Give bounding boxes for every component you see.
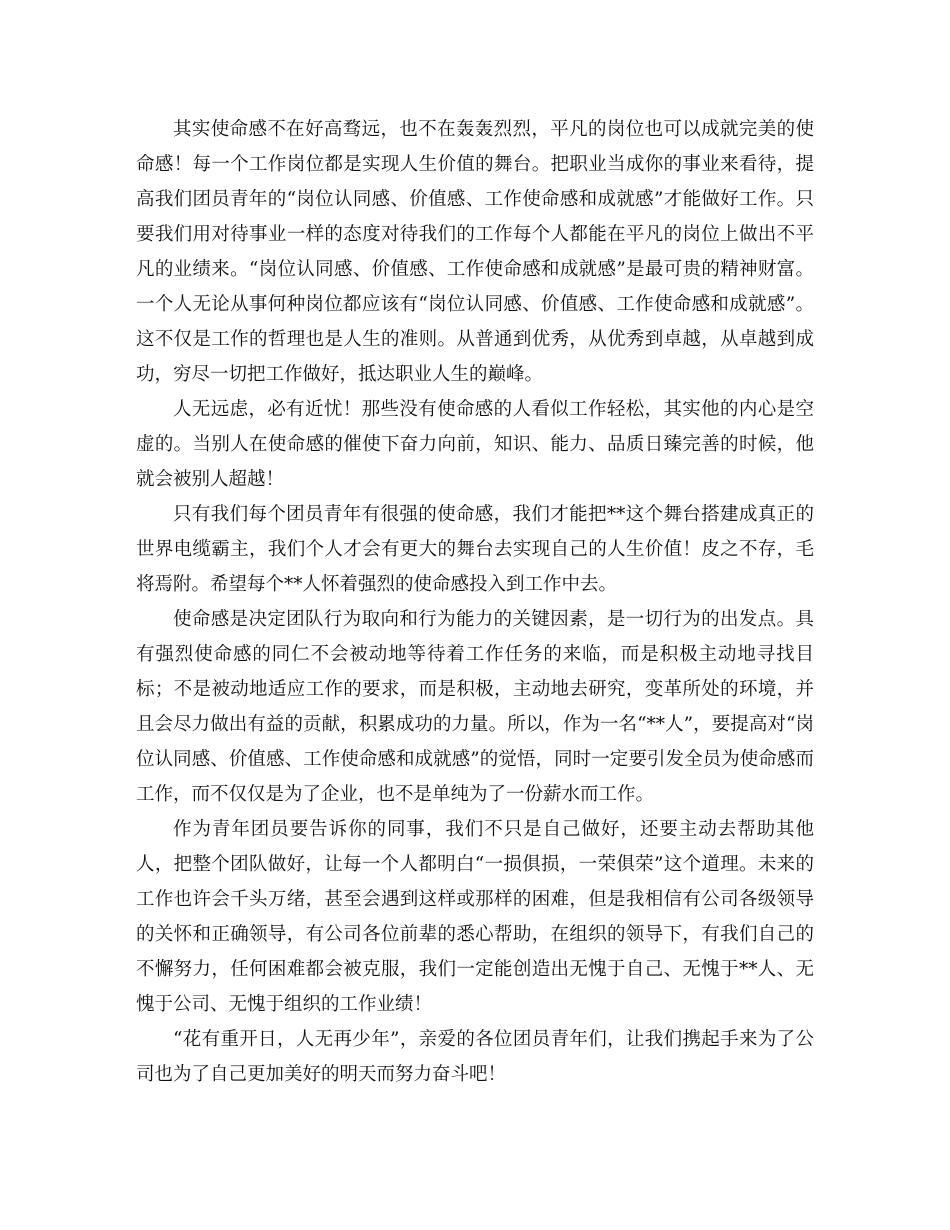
document-body [136, 112, 814, 1092]
paragraph-1: 其实使命感不在好高骛远，也不在轰轰烈烈，平凡的岗位也可以成就完美的使命感！每一个工作岗位都是实现人生价值的舞台。把职业当成你的事业来看待，提高我们团员青年的“岗位认同感、价值感、工作使命感和成就感”才能做好工作。只要我们用对待事业一样的态度对待我们的工作每个人都能在平凡的岗位上做出不平凡的业绩来。“岗位认同感、价值感、工作使命感和成就感”是最可贵的精神财富。一个人无论从事何种岗位都应该有“岗位认同感、价值感、工作使命感和成就感”。这不仅是工作的哲理也是人生的准则。从普通到优秀，从优秀到卓越，从卓越到成功，穷尽一切把工作做好，抵达职业人生的巅峰。 [136, 119, 814, 385]
paragraph-4: 使命感是决定团队行为取向和行为能力的关键因素，是一切行为的出发点。具有强烈使命感的同仁不会被动地等待着工作任务的来临，而是积极主动地寻找目标；不是被动地适应工作的要求，而是积极，主动地去研究，变革所处的环境，并且会尽力做出有益的贡献，积累成功的力量。所以，作为一名“**人”，要提高对“岗位认同感、价值感、工作使命感和成就感”的觉悟，同时一定要引发全员为使命感而工作，而不仅仅是为了企业，也不是单纯为了一份薪水而工作。 [136, 609, 814, 805]
paragraph-5: 作为青年团员要告诉你的同事，我们不只是自己做好，还要主动去帮助其他人，把整个团队做好，让每一个人都明白“一损俱损，一荣俱荣”这个道理。未来的工作也许会千头万绪，甚至会遇到这样或那样的困难，但是我相信有公司各级领导的关怀和正确领导，有公司各位前辈的悉心帮助，在组织的领导下，有我们自己的不懈努力，任何困难都会被克服，我们一定能创造出无愧于自己、无愧于**人、无愧于公司、无愧于组织的工作业绩！ [136, 819, 814, 1015]
paragraph-3: 只有我们每个团员青年有很强的使命感，我们才能把**这个舞台搭建成真正的世界电缆霸主，我们个人才会有更大的舞台去实现自己的人生价值！皮之不存，毛将焉附。希望每个**人怀着强烈的使命感投入到工作中去。 [136, 504, 814, 595]
paragraph-2: 人无远虑，必有近忧！那些没有使命感的人看似工作轻松，其实他的内心是空虚的。当别人在使命感的催使下奋力向前，知识、能力、品质日臻完善的时候，他就会被别人超越！ [136, 399, 814, 490]
paragraph-6: “花有重开日，人无再少年”，亲爱的各位团员青年们，让我们携起手来为了公司也为了自己更加美好的明天而努力奋斗吧！ [136, 1029, 814, 1085]
